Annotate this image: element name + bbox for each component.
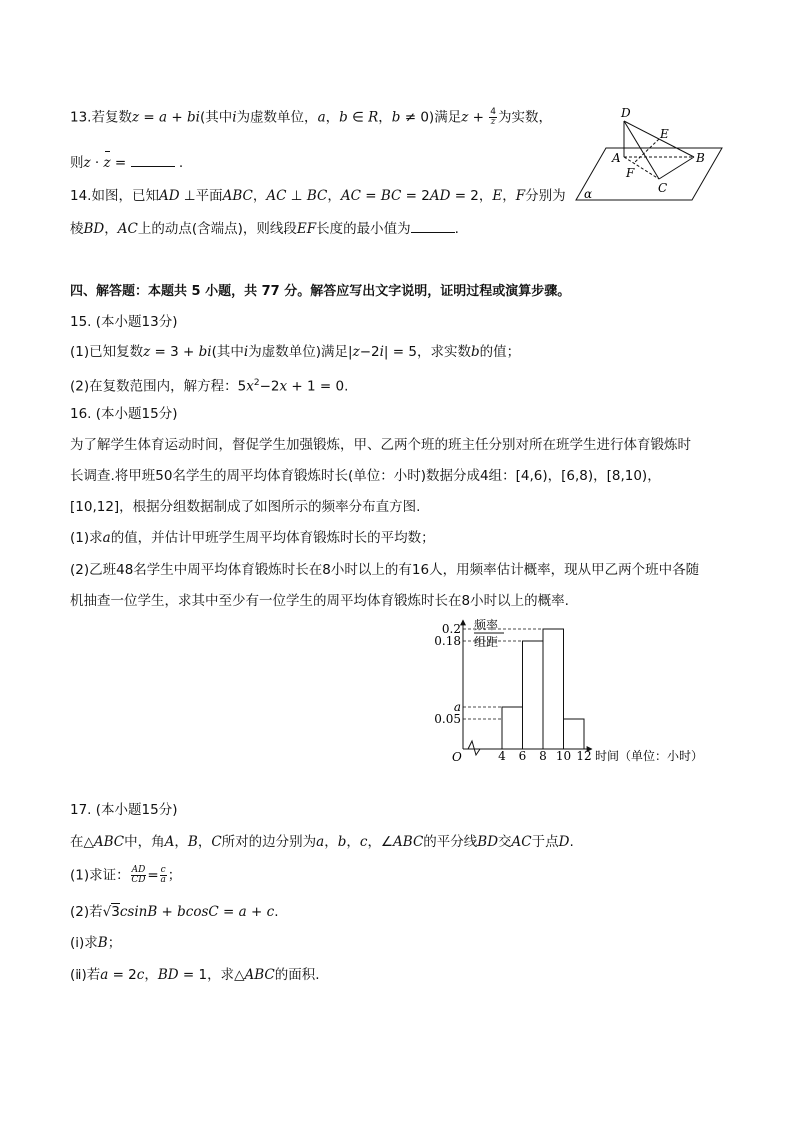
q16-header: 16. (本小题15分) bbox=[70, 406, 178, 422]
q16-line3: [10,12]，根据分组数据制成了如图所示的频率分布直方图. bbox=[70, 499, 421, 515]
y-label-top: 频率 bbox=[474, 618, 499, 632]
frequency-histogram bbox=[430, 615, 730, 770]
y-tick-label: 0.18 bbox=[434, 634, 461, 648]
fraction-4-over-z: $\frac{4}{z}$ bbox=[490, 107, 496, 127]
q13-line1: 13.若复数z = a + bi(其中i为虚数单位，a，b ∈ R，b ≠ 0)满足z + $\frac{4}{z}$ 为实数， bbox=[70, 107, 552, 127]
label-F: F bbox=[626, 166, 635, 180]
x-tick-label: 10 bbox=[555, 749, 572, 763]
answer-blank[interactable] bbox=[411, 219, 455, 233]
q13-line2: 则z · z = . bbox=[70, 155, 184, 171]
y-tick-label: 0.2 bbox=[441, 622, 461, 636]
origin-label: O bbox=[452, 750, 462, 764]
q15-part2: (2)在复数范围内，解方程：$5x^2-2x + 1 = 0$. bbox=[70, 378, 349, 395]
q16-line2: 长调查.将甲班50名学生的周平均体育锻炼时长(单位：小时)数据分成4组：[4,6)，[6,8)，[8,10)， bbox=[70, 468, 661, 484]
x-tick-label: 8 bbox=[539, 749, 547, 763]
y-label-bottom: 组距 bbox=[474, 635, 499, 649]
q17-part2: (2)若√3csinB + bcosC = a + c. bbox=[70, 904, 279, 920]
q16-part2a: (2)乙班48名学生中周平均体育锻炼时长在8小时以上的有16人，用频率估计概率，现从甲乙两个班中各随 bbox=[70, 562, 700, 578]
q17-part2-ii: (ⅱ)若a = 2c，BD = 1，求△ABC的面积. bbox=[70, 967, 320, 983]
q13-number: 13. bbox=[70, 109, 92, 126]
histogram-bar bbox=[523, 641, 544, 749]
q15-part1: (1)已知复数z = 3 + bi(其中i为虚数单位)满足|z−2i| = 5，求实数b的值； bbox=[70, 344, 521, 360]
x-tick-label: 4 bbox=[498, 749, 506, 763]
geometry-figure bbox=[572, 104, 728, 206]
histogram-bar bbox=[543, 629, 564, 749]
histogram-bar bbox=[564, 719, 585, 749]
q15-header: 15. (本小题13分) bbox=[70, 314, 178, 330]
q17-header: 17. (本小题15分) bbox=[70, 802, 178, 818]
label-C: C bbox=[658, 181, 668, 195]
label-alpha: α bbox=[584, 187, 593, 201]
q16-line1: 为了解学生体育运动时间，督促学生加强锻炼，甲、乙两个班的班主任分别对所在班学生进行体育锻炼时 bbox=[70, 437, 691, 453]
q17-part2-i: (ⅰ)求B； bbox=[70, 935, 122, 951]
x-tick-label: 12 bbox=[576, 749, 592, 763]
histogram-bar bbox=[502, 707, 523, 749]
x-tick-label: 6 bbox=[518, 749, 527, 763]
q17-line1: 在△ABC中，角A，B，C所对的边分别为a，b，c，∠ABC的平分线BD交AC于点D. bbox=[70, 834, 574, 850]
y-tick-label: a bbox=[453, 700, 461, 714]
q14-line2: 棱BD，AC上的动点(含端点)，则线段EF长度的最小值为 . bbox=[70, 221, 459, 237]
label-B: B bbox=[696, 151, 705, 165]
label-A: A bbox=[612, 151, 621, 165]
label-D: D bbox=[621, 106, 631, 120]
q14-number: 14. bbox=[70, 188, 92, 204]
q16-part1: (1)求a的值，并估计甲班学生周平均体育锻炼时长的平均数； bbox=[70, 530, 435, 546]
edge-BC bbox=[659, 157, 694, 179]
y-tick-label: 0.05 bbox=[434, 712, 461, 726]
segment-EF bbox=[634, 139, 659, 163]
x-axis-label: 时间（单位：小时） bbox=[595, 749, 704, 763]
answer-blank[interactable] bbox=[131, 153, 175, 167]
axis-break bbox=[468, 741, 480, 755]
label-E: E bbox=[660, 127, 669, 141]
q17-part1: (1)求证： $\frac{AD}{CD}$ = $\frac{c}{a}$ ； bbox=[70, 865, 182, 885]
q14-line1: 14.如图，已知AD ⊥平面ABC，AC ⊥ BC，AC = BC = 2AD = 2，E，F分别为 bbox=[70, 188, 566, 204]
q16-part2b: 机抽查一位学生，求其中至少有一位学生的周平均体育锻炼时长在8小时以上的概率. bbox=[70, 593, 569, 609]
section-title: 四、解答题：本题共 5 小题，共 77 分。解答应写出文字说明，证明过程或演算步骤。 bbox=[70, 284, 571, 299]
